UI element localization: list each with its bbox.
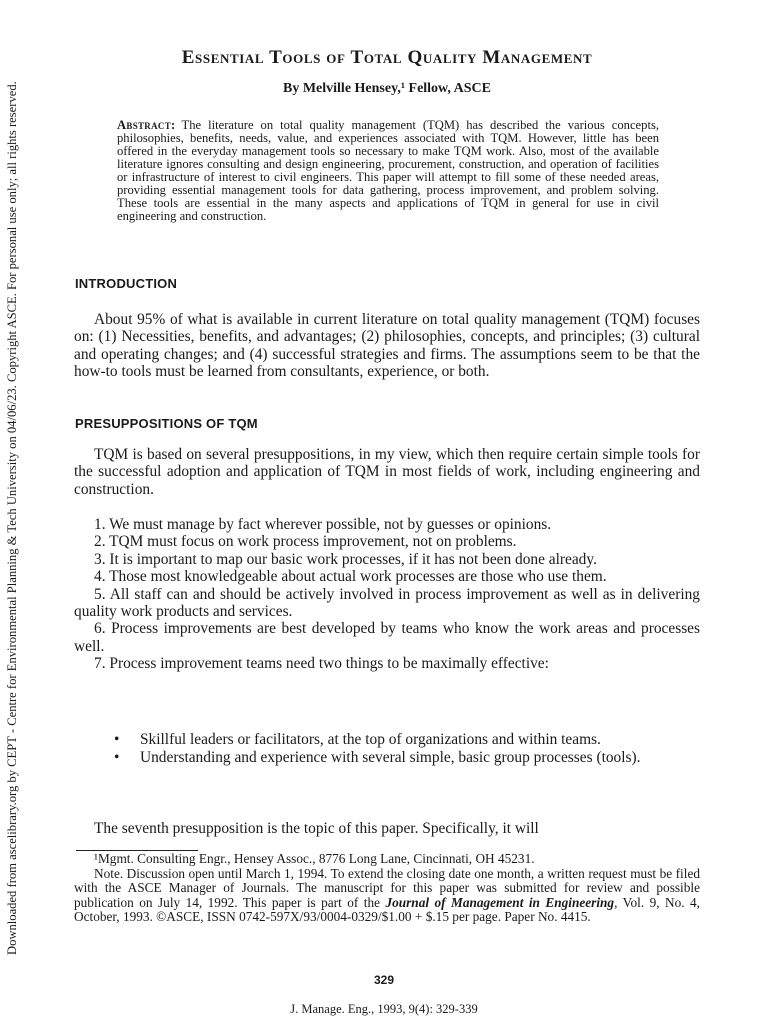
facilitation-bullets (114, 731, 700, 768)
citation-footer: J. Manage. Eng., 1993, 9(4): 329-339 (290, 1002, 478, 1016)
list-item: 6. Process improvements are best developed by teams who know the work areas and processes well. (74, 620, 700, 655)
list-item: 4. Those most knowledgeable about actual work processes are those who use them. (94, 568, 607, 586)
footnote-affiliation: ¹Mgmt. Consulting Engr., Hensey Assoc., 8776 Long Lane, Cincinnati, OH 45231. (94, 851, 535, 866)
presuppositions-list (74, 516, 700, 673)
page-number: 329 (373, 973, 395, 987)
list-item: 1. We must manage by fact wherever possible, not by guesses or opinions. (94, 516, 552, 533)
abstract-text: The literature on total quality management (TQM) has described the various concepts, philosophies, benefits, needs, value, and experiences associated with TQM. However, little has been offered in the everyday management tools so necessary to make TQM work. Also, most of the available literature ignores consulting and design engineering, procurement, construction, and operation of facilities or infrastructure of interest to civil engineers. This paper will attempt to fill some of these needed areas, providing essential management tools for data gathering, process improvement, and problem solving. These tools are essential in the many aspects and applications of TQM in general for use in civil engineering and construction. (117, 118, 659, 223)
footnote (74, 852, 700, 925)
list-item: 2. TQM must focus on work process improvement, not on problems. (94, 533, 517, 551)
abstract-label: Abstract: (117, 118, 176, 132)
list-item: 3. It is important to map our basic work processes, if it has not been done already. (94, 550, 597, 568)
author-byline: By Melville Hensey,¹ Fellow, ASCE (283, 81, 491, 96)
closing-paragraph: The seventh presupposition is the topic of this paper. Specifically, it will (94, 820, 539, 837)
bullet-icon: • (114, 749, 120, 767)
download-watermark: Downloaded from ascelibrary.org by CEPT - Centre for Environmental Planning & Tech University on 04/06/23. Copyright ASCE. For personal use only; all rights reserved. (5, 81, 19, 955)
bullet-icon: • (114, 731, 120, 748)
bullet-item: • Understanding and experience with several simple, basic group processes (tools). (114, 749, 641, 767)
presuppositions-intro: TQM is based on several presuppositions, in my view, which then require certain simple tools for the successful adoption and application of TQM in most fields of work, including engineering and construction. (74, 446, 700, 498)
abstract (117, 119, 659, 223)
introduction-paragraph: About 95% of what is available in current literature on total quality management (TQM) focuses on: (1) Necessities, benefits, and advantages; (2) philosophies, concepts, and principles; (3) cultural and operating changes; and (4) successful strategies and firms. The assumptions seem to be that the how-to tools must be learned from consultants, experience, or both. (74, 311, 700, 381)
bullet-item: • Skillful leaders or facilitators, at the top of organizations and within teams. (114, 731, 601, 748)
list-item: 7. Process improvement teams need two things to be maximally effective: (94, 655, 549, 673)
footnote-note: Note. Discussion open until March 1, 1994. To extend the closing date one month, a written request must be filed with the ASCE Manager of Journals. The manuscript for this paper was submitted for review and possible publication on July 14, 1992. This paper is part of the Journal of Management in Engineering, Vol. 9, No. 4, October, 1993. ©ASCE, ISSN 0742-597X/93/0004-0329/$1.00 + $.15 per page. Paper No. 4415. (74, 865, 700, 925)
presuppositions-heading: PRESUPPOSITIONS OF TQM (75, 416, 258, 431)
journal-name: Journal of Management in Engineering (385, 894, 615, 910)
introduction-heading: INTRODUCTION (75, 276, 178, 291)
list-item: 5. All staff can and should be actively involved in process improvement as well as in delivering quality work products and services. (74, 585, 700, 621)
paper-title: Essential Tools of Total Quality Management (181, 47, 593, 68)
